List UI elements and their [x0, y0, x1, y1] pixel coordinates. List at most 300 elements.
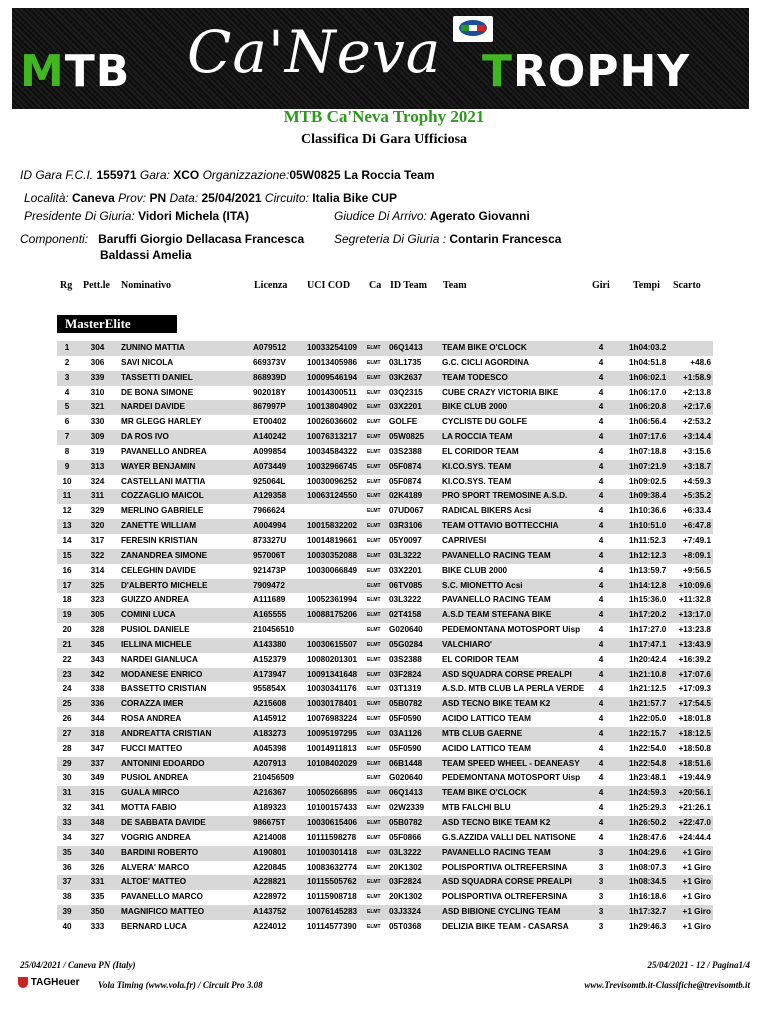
- cell-rank: 26: [62, 714, 72, 724]
- cell-time: 1h22:54.0: [629, 743, 667, 753]
- cell-time: 1h16:18.6: [629, 892, 667, 902]
- cell-bib: 311: [90, 491, 105, 501]
- cell-team-id: 03R3106: [389, 521, 423, 531]
- cell-rider-name: ANDREATTA CRISTIAN: [121, 728, 212, 738]
- table-row: [57, 846, 713, 861]
- cell-category-code: ELMT: [367, 641, 381, 648]
- cell-time: 1h15:36.0: [629, 595, 667, 605]
- cell-team-id: 06Q1413: [389, 788, 423, 798]
- cell-rider-name: COZZAGLIO MAICOL: [121, 491, 204, 501]
- table-row: [57, 489, 713, 504]
- cell-bib: 315: [90, 788, 105, 798]
- cell-gap: +5:35.2: [683, 491, 711, 501]
- event-title: MTB Ca'Neva Trophy 2021: [283, 107, 485, 126]
- cell-team-id: 06TV085: [389, 580, 423, 590]
- cell-category-code: ELMT: [367, 537, 381, 544]
- table-row: [57, 386, 713, 401]
- cell-license: A173947: [253, 669, 287, 679]
- cell-license: A189323: [253, 803, 287, 813]
- cell-laps: 4: [598, 506, 604, 516]
- cell-category-code: ELMT: [367, 523, 381, 530]
- cell-rider-name: MAGNIFICO MATTEO: [121, 907, 205, 917]
- cell-bib: 339: [90, 372, 105, 382]
- cell-license: A216367: [253, 788, 287, 798]
- cell-rider-name: ANTONINI EDOARDO: [121, 758, 205, 768]
- cell-uci-code: 10063124550: [307, 491, 358, 501]
- table-row: [57, 400, 713, 415]
- cell-license: 925064L: [253, 476, 286, 486]
- cell-team-name: POLISPORTIVA OLTREFERSINA: [442, 892, 568, 902]
- info-line-2: Località: Caneva Prov: PN Data: 25/04/2021 Circuito: Italia Bike CUP: [24, 191, 397, 205]
- cell-laps: 3: [598, 847, 604, 857]
- cell-uci-code: 10014911813: [307, 743, 357, 753]
- cell-rank: 1: [64, 343, 70, 352]
- cell-uci-code: 10013804902: [307, 402, 358, 412]
- cell-uci-code: 10100157433: [307, 803, 358, 813]
- cell-team-name: RADICAL BIKERS Acsi: [442, 506, 532, 516]
- cell-team-id: 05B0782: [389, 818, 423, 827]
- cell-rider-name: FERESIN KRISTIAN: [121, 535, 198, 545]
- cell-license: A220845: [253, 862, 287, 872]
- cell-rider-name: NARDEI DAVIDE: [121, 402, 185, 412]
- cell-category-code: ELMT: [367, 359, 381, 366]
- cell-rider-name: SAVI NICOLA: [121, 357, 174, 367]
- cell-category-code: ELMT: [367, 820, 381, 826]
- cell-rank: 3: [64, 372, 70, 382]
- cell-rank: 12: [62, 506, 72, 516]
- cell-time: 1h07:18.8: [629, 446, 667, 456]
- cell-category-code: ELMT: [367, 597, 381, 604]
- cell-team-id: 05T0368: [389, 921, 422, 931]
- cell-category-code: ELMT: [367, 404, 381, 411]
- cell-gap: +4:59.3: [683, 476, 711, 486]
- cell-time: 1h17:20.2: [629, 610, 667, 620]
- info-components: Componenti: Baruffi Giorgio Dellacasa Francesca: [20, 232, 305, 246]
- cell-gap: +18:01.8: [678, 714, 711, 724]
- cell-uci-code: 10076983224: [307, 714, 358, 724]
- cell-laps: 4: [598, 461, 604, 471]
- cell-rider-name: ALTOE' MATTEO: [121, 877, 187, 887]
- cell-rank: 34: [62, 832, 72, 842]
- cell-bib: 331: [90, 877, 105, 887]
- cell-license: A079512: [253, 343, 287, 352]
- cell-license: 868939D: [253, 372, 287, 382]
- cell-laps: 4: [598, 818, 604, 827]
- cell-license: ET00402: [253, 417, 287, 427]
- cell-gap: +8:09.1: [683, 550, 711, 560]
- cell-bib: 318: [90, 728, 105, 738]
- cell-category-code: ELMT: [367, 434, 381, 441]
- table-row: [57, 890, 713, 905]
- cell-laps: 4: [598, 491, 604, 501]
- cell-bib: 347: [90, 743, 105, 753]
- cell-team-name: S.C. MIONETTO Acsi: [442, 580, 523, 590]
- cell-rider-name: FUCCI MATTEO: [121, 743, 183, 753]
- cell-license: 921473P: [253, 565, 286, 575]
- cell-laps: 4: [598, 476, 604, 486]
- cell-category-code: ELMT: [367, 716, 381, 723]
- cell-time: 1h21:57.7: [629, 699, 667, 709]
- cell-bib: 337: [90, 758, 105, 768]
- cell-rank: 33: [62, 818, 72, 827]
- cell-gap: +10:09.6: [678, 580, 711, 590]
- cell-license: A129358: [253, 491, 287, 501]
- cell-license: A190801: [253, 847, 287, 857]
- cell-gap: +1 Giro: [682, 907, 711, 917]
- cell-gap: +17:07.6: [678, 669, 711, 679]
- cell-time: 1h04:29.6: [629, 847, 667, 857]
- cell-time: 1h06:17.0: [629, 387, 667, 397]
- cell-laps: 4: [598, 550, 604, 560]
- cell-rider-name: NARDEI GIANLUCA: [121, 654, 198, 664]
- cell-rank: 23: [62, 669, 72, 679]
- cell-team-name: PEDEMONTANA MOTOSPORT Uisp: [442, 625, 581, 635]
- cell-team-name: KI.CO.SYS. TEAM: [442, 476, 512, 486]
- cell-gap: +3:18.7: [683, 461, 711, 471]
- cell-uci-code: 10076313217: [307, 432, 358, 442]
- table-row: [57, 905, 713, 920]
- cell-time: 1h09:02.5: [629, 476, 667, 486]
- cell-team-name: BIKE CLUB 2000: [442, 402, 508, 412]
- cell-laps: 4: [598, 357, 604, 367]
- header-banner: [12, 8, 749, 109]
- cell-time: 1h04:51.8: [629, 357, 667, 367]
- cell-gap: +18:50.8: [678, 743, 711, 753]
- cell-uci-code: 10088175206: [307, 610, 358, 620]
- cell-laps: 4: [598, 535, 604, 545]
- table-row: [57, 579, 713, 594]
- cell-rank: 24: [62, 684, 72, 694]
- cell-team-id: 20K1302: [389, 862, 423, 872]
- cell-laps: 4: [598, 788, 604, 798]
- cell-uci-code: 10009546194: [307, 372, 358, 382]
- cell-team-name: TEAM BIKE O'CLOCK: [442, 343, 527, 352]
- cell-rank: 31: [62, 788, 72, 798]
- cell-team-name: VALCHIARO': [442, 639, 493, 649]
- col-header-tempi: Tempi: [633, 280, 660, 291]
- cell-time: 1h06:56.4: [629, 417, 667, 427]
- cell-bib: 321: [90, 402, 105, 412]
- cell-time: 1h12:12.3: [629, 550, 667, 560]
- cell-category-code: ELMT: [367, 508, 381, 515]
- cell-bib: 314: [90, 565, 105, 575]
- cell-rank: 32: [62, 803, 72, 813]
- cell-time: 1h08:07.3: [629, 862, 667, 872]
- cell-team-name: G.C. CICLI AGORDINA: [442, 357, 530, 367]
- cell-laps: 4: [598, 595, 604, 605]
- cell-license: A228972: [253, 892, 287, 902]
- cell-team-name: LA ROCCIA TEAM: [442, 432, 513, 442]
- cell-team-id: 05B0782: [389, 699, 423, 709]
- cell-license: A099854: [253, 446, 287, 456]
- cell-laps: 3: [598, 877, 604, 887]
- cell-rider-name: VOGRIG ANDREA: [121, 832, 191, 842]
- cell-team-id: 03A1126: [389, 728, 422, 738]
- cell-rank: 6: [64, 417, 70, 427]
- table-row: [57, 638, 713, 653]
- cell-gap: +17:09.3: [678, 684, 711, 694]
- cell-team-id: 03F2824: [389, 877, 422, 887]
- cell-category-code: ELMT: [367, 567, 381, 574]
- cell-rank: 22: [62, 654, 72, 664]
- cell-team-name: BIKE CLUB 2000: [442, 565, 508, 575]
- info-components-2: Baldassi Amelia: [100, 248, 192, 262]
- cell-gap: +13:17.0: [678, 610, 711, 620]
- cell-rank: 20: [62, 625, 72, 635]
- cell-uci-code: 10050266895: [307, 788, 358, 798]
- cell-category-code: ELMT: [367, 612, 381, 619]
- cell-uci-code: 10030341176: [307, 684, 357, 694]
- cell-rider-name: MOTTA FABIO: [121, 803, 177, 813]
- cell-team-id: 02T4158: [389, 610, 422, 620]
- cell-license: 210456509: [253, 773, 294, 783]
- cell-license: 957006T: [253, 550, 286, 560]
- cell-category-code: ELMT: [367, 701, 381, 708]
- cell-team-id: 05W0825: [389, 432, 425, 442]
- cell-rider-name: BARDINI ROBERTO: [121, 847, 199, 857]
- banner-trophy: TROPHY: [482, 46, 691, 97]
- cell-time: 1h28:47.6: [629, 832, 667, 842]
- cell-bib: 345: [90, 639, 105, 649]
- info-line-1: ID Gara F.C.I. 155971 Gara: XCO Organizzazione:05W0825 La Roccia Team: [20, 168, 435, 182]
- cell-time: 1h22:15.7: [629, 728, 667, 738]
- cell-license: 867997P: [253, 402, 286, 412]
- cell-category-code: ELMT: [367, 493, 381, 500]
- cell-bib: 326: [90, 862, 105, 872]
- cell-rank: 28: [62, 743, 72, 753]
- cell-license: 955854X: [253, 684, 286, 694]
- cell-uci-code: 10030096252: [307, 476, 358, 486]
- cell-gap: +24:44.4: [678, 832, 711, 842]
- cell-license: A140242: [253, 432, 287, 442]
- cell-bib: 306: [90, 357, 105, 367]
- cell-time: 1h08:34.5: [629, 877, 667, 887]
- footer-website: www.Trevisomtb.it-Classifiche@trevisomtb.it: [584, 980, 750, 990]
- cell-rider-name: DE BONA SIMONE: [121, 387, 194, 397]
- cell-laps: 4: [598, 625, 604, 635]
- table-row: [57, 371, 713, 386]
- cell-category-code: ELMT: [367, 345, 381, 351]
- cell-rank: 13: [62, 521, 72, 531]
- cell-team-id: 05F0590: [389, 714, 422, 724]
- cell-uci-code: 10115505762: [307, 877, 357, 887]
- table-row: [57, 786, 713, 801]
- cell-uci-code: 10100301418: [307, 847, 358, 857]
- cell-gap: +17:54.5: [678, 699, 711, 709]
- cell-rider-name: BERNARD LUCA: [121, 921, 187, 931]
- cell-gap: +1 Giro: [682, 877, 711, 887]
- table-row: [57, 861, 713, 876]
- col-header-nominativo: Nominativo: [121, 280, 171, 291]
- cell-laps: 4: [598, 417, 604, 427]
- cell-laps: 4: [598, 610, 604, 620]
- col-header-idteam: ID Team: [390, 280, 427, 291]
- cell-time: 1h06:20.8: [629, 402, 667, 412]
- cell-team-id: 06Q1413: [389, 343, 423, 352]
- cell-bib: 324: [90, 476, 105, 486]
- cell-license: A183273: [253, 728, 287, 738]
- cell-team-name: TEAM BIKE O'CLOCK: [442, 788, 527, 798]
- cell-license: A207913: [253, 758, 287, 768]
- cell-team-name: DELIZIA BIKE TEAM - CASARSA: [442, 921, 569, 931]
- cell-laps: 4: [598, 521, 604, 531]
- info-arrival-judge: Giudice Di Arrivo: Agerato Giovanni: [334, 209, 530, 223]
- cell-team-id: 03L3222: [389, 550, 422, 560]
- table-row: [57, 564, 713, 579]
- cell-category-code: ELMT: [367, 730, 381, 737]
- cell-license: A073449: [253, 461, 287, 471]
- cell-rider-name: BASSETTO CRISTIAN: [121, 684, 207, 694]
- cell-rank: 8: [64, 446, 70, 456]
- footer-right: 25/04/2021 - 12 / Pagina1/4: [647, 960, 750, 970]
- table-row: [57, 697, 713, 712]
- col-header-pett: Pett.le: [83, 280, 110, 291]
- cell-rider-name: IELLINA MICHELE: [121, 639, 192, 649]
- table-row: [57, 920, 713, 935]
- category-label: MasterElite: [57, 315, 177, 333]
- cell-license: A152379: [253, 654, 287, 664]
- cell-rank: 5: [64, 402, 70, 412]
- cell-time: 1h13:59.7: [629, 565, 667, 575]
- cell-rider-name: MODANESE ENRICO: [121, 669, 203, 679]
- cell-uci-code: 10030615406: [307, 818, 358, 827]
- cell-bib: 320: [90, 521, 105, 531]
- info-secretary: Segreteria Di Giuria : Contarin Francesca: [334, 232, 562, 246]
- cell-rank: 37: [62, 877, 72, 887]
- cell-time: 1h23:48.1: [629, 773, 667, 783]
- cell-rider-name: ZANETTE WILLIAM: [121, 521, 197, 531]
- cell-team-name: A.S.D. MTB CLUB LA PERLA VERDE: [442, 684, 585, 694]
- table-row: [57, 593, 713, 608]
- cell-bib: 304: [90, 343, 105, 352]
- cell-laps: 4: [598, 565, 604, 575]
- cell-gap: +20:56.1: [678, 788, 711, 798]
- cell-time: 1h21:10.8: [629, 669, 667, 679]
- cell-bib: 309: [90, 432, 105, 442]
- cell-laps: 4: [598, 654, 604, 664]
- cell-license: A045398: [253, 743, 287, 753]
- cell-uci-code: 10030178401: [307, 699, 358, 709]
- table-row: [57, 653, 713, 668]
- table-row: [57, 771, 713, 786]
- cell-bib: 322: [90, 550, 105, 560]
- cell-team-id: 03S2388: [389, 446, 422, 456]
- table-row: [57, 727, 713, 742]
- table-row: [57, 445, 713, 460]
- cell-uci-code: 10026036602: [307, 417, 358, 427]
- cell-bib: 341: [90, 803, 105, 813]
- cell-category-code: ELMT: [367, 790, 381, 797]
- cell-team-id: 03F2824: [389, 669, 422, 679]
- cell-license: 902018Y: [253, 387, 286, 397]
- cell-rider-name: TASSETTI DANIEL: [121, 372, 193, 382]
- cell-gap: +1:58.9: [683, 372, 711, 382]
- cell-rider-name: PUSIOL DANIELE: [121, 625, 190, 635]
- cell-team-name: PAVANELLO RACING TEAM: [442, 595, 551, 605]
- cell-team-id: 02K4189: [389, 491, 423, 501]
- cell-category-code: ELMT: [367, 448, 381, 455]
- table-row: [57, 757, 713, 772]
- cell-team-name: TEAM OTTAVIO BOTTECCHIA: [442, 521, 559, 531]
- table-row: [57, 549, 713, 564]
- cell-laps: 4: [598, 684, 604, 694]
- cell-bib: 330: [90, 417, 105, 427]
- cell-uci-code: 10076145283: [307, 907, 358, 917]
- cell-rider-name: ALVERA' MARCO: [121, 862, 190, 872]
- cell-laps: 3: [598, 907, 604, 917]
- table-row: [57, 682, 713, 697]
- cell-time: 1h09:38.4: [629, 491, 667, 501]
- cell-category-code: ELMT: [367, 864, 381, 871]
- cell-gap: +2:17.6: [683, 402, 711, 412]
- table-row: [57, 356, 713, 371]
- cell-laps: 4: [598, 758, 604, 768]
- cell-rider-name: D'ALBERTO MICHELE: [121, 580, 208, 590]
- cell-category-code: ELMT: [367, 478, 381, 485]
- cell-gap: +13:43.9: [678, 639, 711, 649]
- cell-team-name: PAVANELLO RACING TEAM: [442, 550, 551, 560]
- col-header-licenza: Licenza: [254, 280, 288, 291]
- cell-rider-name: ZANANDREA SIMONE: [121, 550, 208, 560]
- cell-team-name: ACIDO LATTICO TEAM: [442, 743, 531, 753]
- cell-laps: 4: [598, 639, 604, 649]
- cell-category-code: ELMT: [367, 419, 381, 426]
- cell-team-name: POLISPORTIVA OLTREFERSINA: [442, 862, 568, 872]
- cell-time: 1h25:29.3: [629, 803, 667, 813]
- cell-uci-code: 10030066849: [307, 565, 358, 575]
- cell-team-id: 03T1319: [389, 684, 422, 694]
- federation-logo-icon: [453, 16, 493, 42]
- cell-time: 1h21:12.5: [629, 684, 667, 694]
- cell-team-id: 02W2339: [389, 803, 425, 813]
- cell-team-name: ASD TECNO BIKE TEAM K2: [442, 818, 551, 827]
- cell-team-id: 03L3222: [389, 847, 422, 857]
- cell-category-code: ELMT: [367, 374, 381, 381]
- cell-team-id: 05Y0097: [389, 535, 422, 545]
- cell-bib: 310: [90, 387, 105, 397]
- table-row: [57, 712, 713, 727]
- cell-team-id: 05F0866: [389, 832, 422, 842]
- cell-bib: 313: [90, 461, 105, 471]
- cell-team-id: 03J3324: [389, 907, 421, 917]
- cell-team-name: CAPRIVESI: [442, 535, 487, 545]
- cell-team-id: 03L3222: [389, 595, 422, 605]
- col-header-rg: Rg: [60, 280, 73, 291]
- cell-license: 873327U: [253, 535, 287, 545]
- cell-team-name: TEAM SPEED WHEEL - DEANEASY: [442, 758, 580, 768]
- cell-bib: 348: [90, 818, 105, 827]
- banner-caneva-logo: Ca'Neva: [187, 18, 442, 86]
- cell-license: A165555: [253, 610, 287, 620]
- cell-time: 1h10:51.0: [629, 521, 667, 531]
- cell-laps: 4: [598, 402, 604, 412]
- cell-rider-name: PUSIOL ANDREA: [121, 773, 189, 783]
- cell-gap: +1 Giro: [682, 921, 711, 931]
- cell-team-name: EL CORIDOR TEAM: [442, 654, 519, 664]
- cell-laps: 4: [598, 387, 604, 397]
- cell-team-name: ASD SQUADRA CORSE PREALPI: [442, 669, 572, 679]
- cell-uci-code: 10091341648: [307, 669, 358, 679]
- cell-time: 1h24:59.3: [629, 788, 667, 798]
- cell-team-name: CUBE CRAZY VICTORIA BIKE: [442, 387, 559, 397]
- cell-rank: 7: [64, 432, 70, 442]
- table-row: [57, 608, 713, 623]
- cell-team-name: ASD SQUADRA CORSE PREALPI: [442, 877, 572, 887]
- cell-laps: 4: [598, 446, 604, 456]
- cell-category-code: ELMT: [367, 671, 381, 678]
- cell-bib: 323: [90, 595, 105, 605]
- table-row: [57, 519, 713, 534]
